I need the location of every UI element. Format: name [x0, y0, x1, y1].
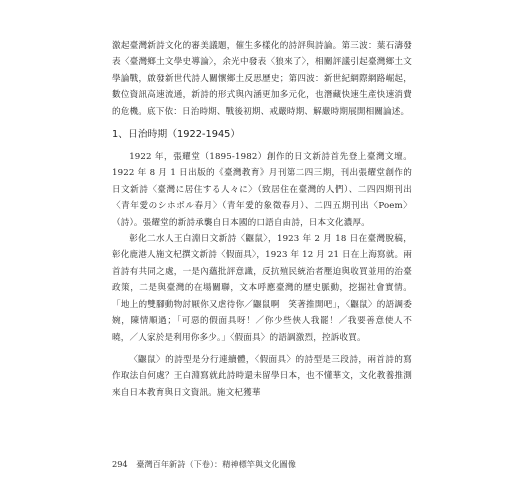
paragraph-zhang-yaotang: 1922 年，張耀堂（1895-1982）創作的日文新詩首先登上臺灣文壇。1922 年 8 月 1 日出版的《臺灣教育》月刊第二四三期，刊出張耀堂創作的日文新詩〈臺灣に居住する人々に〉（致居住在臺灣的人們）、二四四期刊出〈青年愛のシホボル春月〉（青年愛的象徵春月）、二四五期刊出〈Poem〉（詩）。張耀堂的新詩承襲自日本國的口語自由詩，日本文化濃厚。 — [112, 152, 412, 228]
page-number: 294 — [112, 459, 128, 469]
page-footer — [112, 458, 412, 470]
paragraph-poem-forms: 〈鼴鼠〉的詩型是分行連續體，〈假面具〉的詩型是三段詩，兩首詩的寫作取法自何處？王白淵寫就此詩時還未留學日本，也不懂華文，文化教養推測來自日本教育與日文資訊。施文杞獲華 — [112, 354, 412, 398]
section-heading: 1、日治時期（1922-1945） — [112, 129, 241, 141]
intro-paragraph: 激起臺灣新詩文化的審美議題，催生多樣化的詩評與詩論。第三波：葉石濤發表〈臺灣鄉土文學史導論〉，余光中發表〈狼來了〉，相關評議引起臺灣鄉土文學論戰，啟發新世代詩人關懷鄉土反思歷史；第四波：新世紀網際網路崛起，數位資訊高速流通，新詩的形式與內涵更加多元化，也潛藏快速生產快速消費的危機。底下依：日治時期、戰後初期、戒嚴時期、解嚴時期展開相關論述。 — [112, 41, 412, 117]
running-title: 臺灣百年新詩（下卷）：精神標竿與文化圖像 — [136, 459, 296, 469]
paragraph-wang-baiyuan: 彰化二水人王白淵日文新詩〈鼴鼠〉，1923 年 2 月 18 日在臺灣脫稿，彰化鹿港人施文杞撰文新詩〈假面具〉，1923 年 12 月 21 日在上海寫就。兩首詩有共同之處，一是內蘊批評意識，反抗殖民統治者壓迫與收買並用的治臺政策，二是與臺灣的在場關聯，文本呼應臺灣的歷史脈動，挖掘社會實情。「地上的雙腳動物討厭你又虐待你／鼴鼠啊 笑著推開吧」，〈鼴鼠〉的語調委婉，陳情順過；「可惡的假面具呀！／你少些俠人我罷！／我要善意使人不曉，／人家於是利用你多少。」〈假面具〉的語調激烈，控訴收買。 — [112, 234, 412, 343]
page-body — [112, 38, 412, 401]
